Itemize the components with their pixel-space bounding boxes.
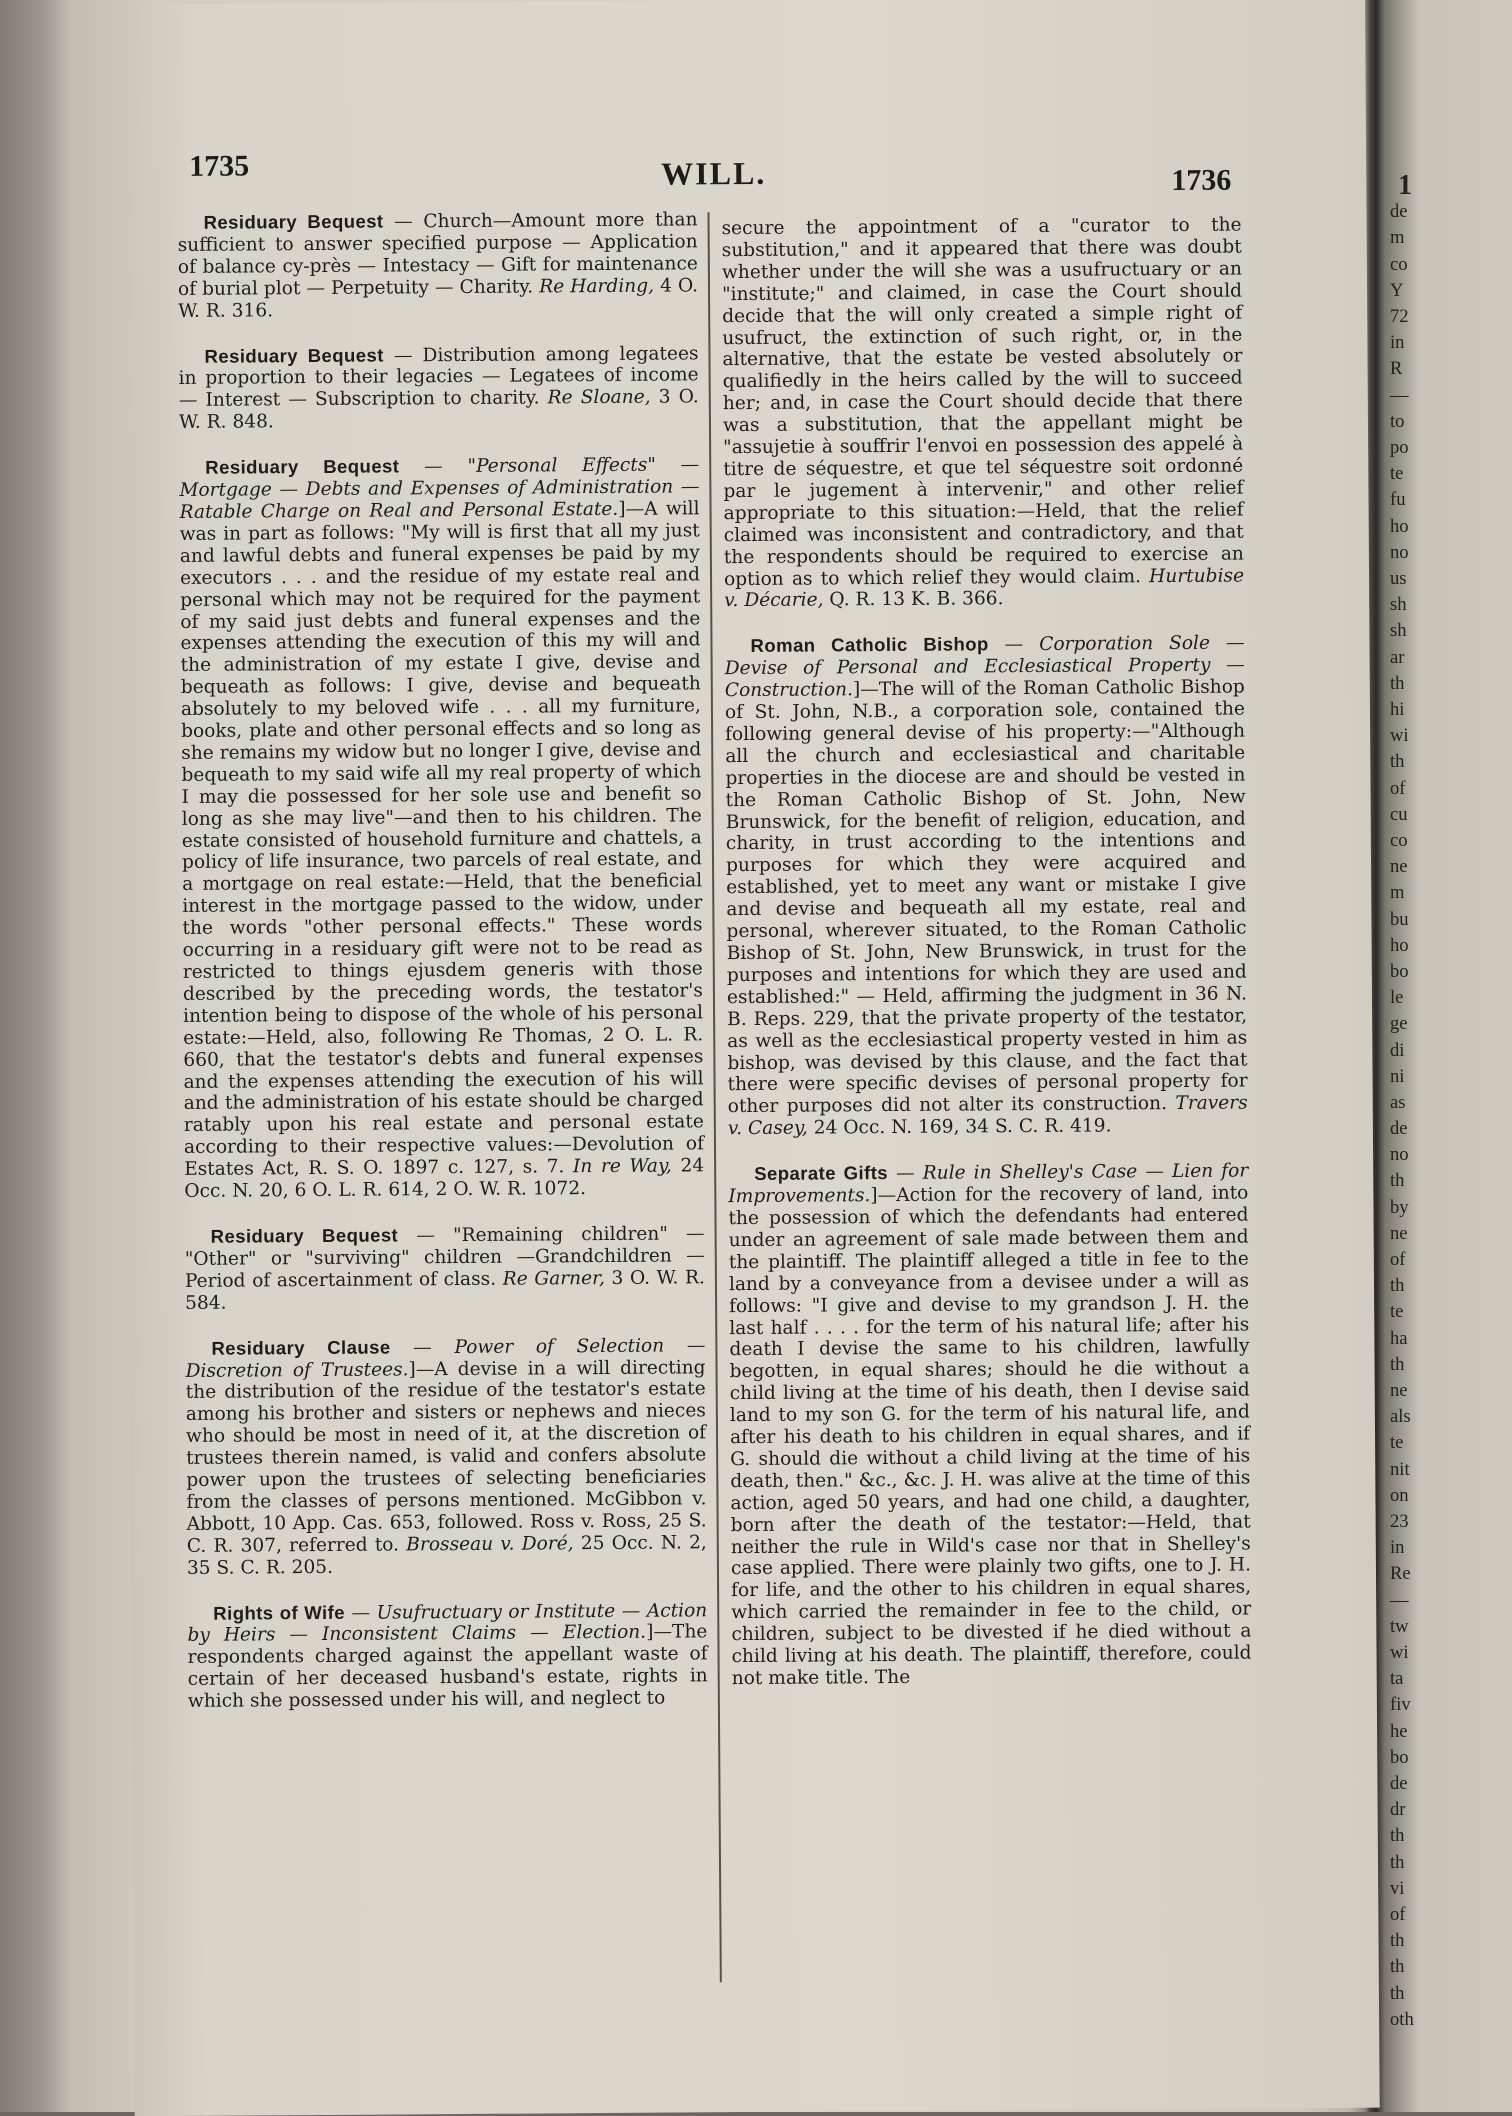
edge-text-fragment: — — [1390, 1590, 1409, 1611]
edge-text-fragment: th — [1390, 1852, 1405, 1873]
edge-text-fragment: m — [1390, 882, 1405, 903]
entry-body: — Church—Amount more than sufficient to answer specified purpose — Application of balance cy-près — Intestacy — Gift for maintenance of burial plot — Perpetuity — Charity. — [177, 209, 698, 300]
entry-reference: 24 Occ. N. 169, 34 S. C. R. 419. — [807, 1115, 1112, 1139]
edge-text-fragment: sh — [1390, 620, 1407, 641]
edge-text-fragment: co — [1390, 830, 1408, 851]
left-column — [177, 208, 708, 1736]
edge-text-fragment: dr — [1390, 1799, 1406, 1820]
entry-headword: Roman Catholic Bishop — [750, 633, 989, 657]
digest-entry — [722, 215, 1245, 613]
edge-text-fragment: th — [1390, 1956, 1405, 1977]
edge-text-fragment: vi — [1390, 1878, 1405, 1899]
edge-text-fragment: de — [1390, 1118, 1408, 1139]
entry-reference: 25 Occ. N. 2, 35 S. C. R. 205. — [186, 1532, 707, 1579]
edge-text-fragment: th — [1390, 1825, 1405, 1846]
edge-text-fragment: of — [1390, 778, 1406, 799]
edge-text-fragment: th — [1390, 1275, 1405, 1296]
entry-headword: Rights of Wife — [213, 1601, 345, 1624]
running-head: WILL. — [661, 154, 767, 192]
entry-reference: 3 O. W. R. 584. — [185, 1267, 705, 1314]
edge-text-fragment: th — [1390, 1930, 1405, 1951]
book-page — [120, 0, 1380, 2116]
edge-text-fragment: hi — [1390, 699, 1405, 720]
entry-subject: — Rule in Shelley's Case — Lien for Improvements. — [728, 1160, 1249, 1208]
edge-text-fragment: te — [1390, 463, 1404, 484]
digest-entry — [185, 1334, 707, 1580]
edge-text-fragment: on — [1390, 1485, 1409, 1506]
edge-text-fragment: ha — [1390, 1328, 1408, 1349]
edge-text-fragment: ta — [1390, 1668, 1404, 1689]
entry-headword: Residuary Bequest — [210, 1224, 399, 1247]
edge-text-fragment: wi — [1390, 1642, 1409, 1663]
entry-headword: Residuary Bequest — [204, 344, 384, 367]
edge-text-fragment: he — [1390, 1721, 1408, 1742]
entry-headword: Separate Gifts — [754, 1162, 889, 1185]
digest-entry — [178, 342, 699, 434]
edge-text-fragment: th — [1390, 673, 1405, 694]
digest-entry — [185, 1222, 706, 1314]
edge-text-fragment: Re — [1390, 1563, 1411, 1584]
edge-text-fragment: de — [1390, 1773, 1408, 1794]
edge-text-fragment: in — [1390, 332, 1405, 353]
column-rule — [707, 212, 721, 1982]
edge-text-fragment: ho — [1390, 516, 1409, 537]
entry-citation: Re Sloane, — [547, 386, 651, 409]
edge-text-fragment: Y — [1390, 280, 1404, 301]
edge-text-fragment: — — [1390, 385, 1409, 406]
right-column — [722, 215, 1252, 1714]
edge-text-fragment: bo — [1390, 1747, 1409, 1768]
edge-text-fragment: te — [1390, 1432, 1404, 1453]
digest-entry — [728, 1160, 1252, 1690]
entry-citation: Hurtubise v. Décarie, — [724, 565, 1245, 612]
edge-text-fragment: R — [1390, 358, 1403, 379]
digest-entry — [724, 632, 1248, 1140]
entry-body: — Distribution among legatees in proportion to their legacies — Legatees of income — Interest — Subscription to charity. — [178, 342, 699, 412]
edge-text-fragment: ni — [1390, 1066, 1405, 1087]
edge-text-fragment: us — [1390, 568, 1407, 589]
edge-text-fragment: ge — [1390, 1013, 1408, 1034]
edge-text-fragment: ne — [1390, 1223, 1408, 1244]
entry-headword: Residuary Bequest — [203, 210, 384, 233]
edge-text-fragment: fu — [1390, 489, 1406, 510]
edge-text-fragment: of — [1390, 1249, 1406, 1270]
edge-text-fragment: di — [1390, 1040, 1405, 1061]
entry-subject: — Power of Selection — Discretion of Trustees. — [185, 1334, 706, 1382]
entry-body: ]—Action for the recovery of land, into the possession of which the defendants had entered under an agreement of sale made between them and the plaintiff. The plaintiff alleged a title in fee to the land by a conveyance from a devisee under a will as follows: "I give and devise to my grandson J. H. the last half . . . . for the term of his natural life; after his death I devise the same to his children, lawfully begotten, in equal shares; should he die without a child living at the time of his death, then I devise said land to my son G. for the term of his natural life, and after his death to his children in equal shares, and if G. should die without a child living at the time of his death, then." &c., &c. J. H. was alive at the time of this action, aged 50 years, and had one child, a daughter, born after the death of the testator:—Held, that neither the rule in Wild's case nor that in Shelley's case applied. There were plainly two gifts, one to J. H. for life, and the other to his children in equal shares, which carried the remainder in fee to the child, or children, subject to be divested if he died without a child living at his death. The plaintiff, therefore, could not make title. The — [728, 1182, 1252, 1690]
entry-reference: 4 O. W. R. 316. — [178, 275, 699, 322]
adjacent-page-edge — [1380, 0, 1512, 2112]
edge-text-fragment: th — [1390, 751, 1405, 772]
edge-text-fragment: co — [1390, 254, 1408, 275]
entry-subject: — Usufructuary or Institute — Action by Heirs — Inconsistent Claims — Election. — [187, 1599, 708, 1647]
edge-text-fragment: ho — [1390, 935, 1409, 956]
edge-text-fragment: sh — [1390, 594, 1407, 615]
edge-text-fragment: wi — [1390, 725, 1409, 746]
entry-subject: — "Personal Effects" — Mortgage — Debts and Expenses of Administration — Ratable Charge on Real and Personal Estate. — [179, 454, 700, 523]
edge-text-fragment: th — [1390, 1170, 1405, 1191]
edge-text-fragment: no — [1390, 1144, 1409, 1165]
entry-headword: Residuary Clause — [211, 1336, 391, 1359]
edge-text-fragment: fiv — [1390, 1694, 1411, 1715]
edge-text-fragment: m — [1390, 227, 1405, 248]
edge-text-fragment: 72 — [1390, 306, 1409, 327]
entry-citation: In re Way, — [572, 1155, 672, 1178]
edge-text-fragment: oth — [1390, 2009, 1414, 2030]
entry-citation: Brosseau v. Doré, — [406, 1532, 574, 1556]
entry-body: ]—A will was in part as follows: "My will is first that all my just and lawful debts and funeral expenses be paid by my executors . . . and the residue of my estate real and personal which may not be required for the payment of my said just debts and funeral expenses and the expenses attending the execution of this my will and the administration of my estate I give, devise and bequeath as follows: I give, devise and bequeath absolutely to my beloved wife . . . all my furniture, books, plate and other personal effects and so long as she remains my widow but no longer I give, devise and bequeath to my said wife all my real property of which I may die possessed for her sole use and benefit so long as she may live"—and then to his children. The estate consisted of household furniture and chattels, a policy of life insurance, two parcels of real estate, and a mortgage on real estate:—Held, that the beneficial interest in the mortgage passed to the widow, under the words "other personal effects." These words occurring in a residuary gift were not to be read as restricted to things ejusdem generis with those described by the preceding words, the testator's intention being to dispose of the whole of his personal estate:—Held, also, following Re Thomas, 2 O. L. R. 660, that the testator's debts and funeral expenses and the expenses attending the execution of his will and the administration of his estate should be charged ratably upon his real estate and personal estate according to their respective values:—Devolution of Estates Act, R. S. O. 1897 c. 127, s. 7. — [179, 498, 705, 1181]
edge-text-fragment: bu — [1390, 909, 1409, 930]
edge-text-fragment: nit — [1390, 1459, 1410, 1480]
edge-text-fragment: po — [1390, 437, 1409, 458]
entry-headword: Residuary Bequest — [205, 455, 400, 478]
edge-text-fragment: 1 — [1398, 170, 1412, 201]
edge-text-fragment: de — [1390, 201, 1408, 222]
edge-text-fragment: of — [1390, 1904, 1406, 1925]
edge-text-fragment: als — [1390, 1406, 1411, 1427]
digest-entry — [179, 453, 704, 1202]
entry-citation: Re Garner, — [502, 1267, 605, 1290]
edge-text-fragment: as — [1390, 1092, 1406, 1113]
edge-text-fragment: tw — [1390, 1616, 1409, 1637]
digest-entry — [177, 208, 698, 322]
edge-text-fragment: ne — [1390, 1380, 1408, 1401]
entry-body: ]—The will of the Roman Catholic Bishop of St. John, N.B., a corporation sole, contained the following general devise of his property:—"Although all the church and ecclesiastical and charitable properties in the diocese are and should be vested in the Roman Catholic Bishop of St. John, New Brunswick, for the benefit of religion, education, and charity, in trust according to the intentions and purposes for which they were acquired and established, yet to meet any want or mistake I give and devise and bequeath all my estate, real and personal, wherever situated, to the Roman Catholic Bishop of St. John, New Brunswick, in trust for the purposes and intentions for which they are used and established:" — Held, affirming the judgment in 36 N. B. Reps. 229, that the private property of the testator, as well as the ecclesiastical property vested in him as bishop, was devised by this clause, and the fact that there were specific devises of personal property for other purposes did not alter its construction. — [724, 676, 1248, 1118]
edge-text-fragment: ne — [1390, 856, 1408, 877]
entry-reference: 24 Occ. N. 20, 6 O. L. R. 614, 2 O. W. R. 1072. — [184, 1155, 705, 1202]
edge-text-fragment: to — [1390, 411, 1405, 432]
edge-text-fragment: bo — [1390, 961, 1409, 982]
entry-citation: Re Harding, — [539, 275, 655, 298]
edge-text-fragment: te — [1390, 1301, 1404, 1322]
edge-text-fragment: in — [1390, 1537, 1405, 1558]
edge-text-fragment: ar — [1390, 647, 1405, 668]
digest-entry — [187, 1599, 708, 1713]
entry-reference: Q. R. 13 K. B. 366. — [823, 588, 1004, 611]
entry-body: ]—A devise in a will directing the distribution of the residue of the testator's estate among his brother and sisters or nephews and nieces who should be most in need of it, at the discretion of trustees therein named, is valid and confers absolute power upon the trustees of selecting beneficiaries from the classes of persons mentioned. McGibbon v. Abbott, 10 App. Cas. 653, followed. Ross v. Ross, 25 S. C. R. 307, referred to. — [185, 1356, 707, 1557]
entry-body: ]—The respondents charged against the appellant waste of certain of her deceased husband's estate, rights in which she possessed under his will, and neglect to — [187, 1621, 708, 1713]
entry-reference: 3 O. W. R. 848. — [178, 386, 699, 434]
entry-subject: — Corporation Sole — Devise of Personal and Ecclesiastical Property — Construction. — [724, 632, 1245, 702]
page-number-right: 1736 — [1171, 163, 1232, 198]
page-number-left: 1735 — [189, 149, 250, 183]
entry-citation: Travers v. Casey, — [727, 1092, 1248, 1140]
entry-body: — "Remaining children" — "Other" or "surviving" children —Grandchildren — Period of ascertainment of class. — [184, 1223, 705, 1292]
edge-text-fragment: le — [1390, 987, 1404, 1008]
edge-text-fragment: th — [1390, 1983, 1405, 2004]
edge-text-fragment: cu — [1390, 804, 1408, 825]
edge-text-fragment: 23 — [1390, 1511, 1409, 1532]
edge-text-fragment: th — [1390, 1354, 1405, 1375]
edge-text-fragment: no — [1390, 542, 1409, 563]
edge-text-fragment: by — [1390, 1197, 1409, 1218]
entry-body: secure the appointment of a "curator to the substitution," and it appeared that there was doubt whether under the will she was a usufructuary or an "institute;" and claimed, in case the Court should decide that the will only created a simple right of usufruct, the extinction of such right, or, in the alternative, that the estate be vested absolutely or qualifiedly in the heirs called by the will to succeed her; and, in case the Court should decide that there was a substitution, that the appellant might be "assujetie à souffrir l'envoi en possession des appelé à titre de séquestre, et que tel séquestre soit ordonné par le jugement à intervenir," and other relief appropriate to this situation:—Held, that the relief claimed was inconsistent and contradictory, and that the respondents should be required to exercise an option as to which relief they would claim. — [721, 214, 1244, 590]
